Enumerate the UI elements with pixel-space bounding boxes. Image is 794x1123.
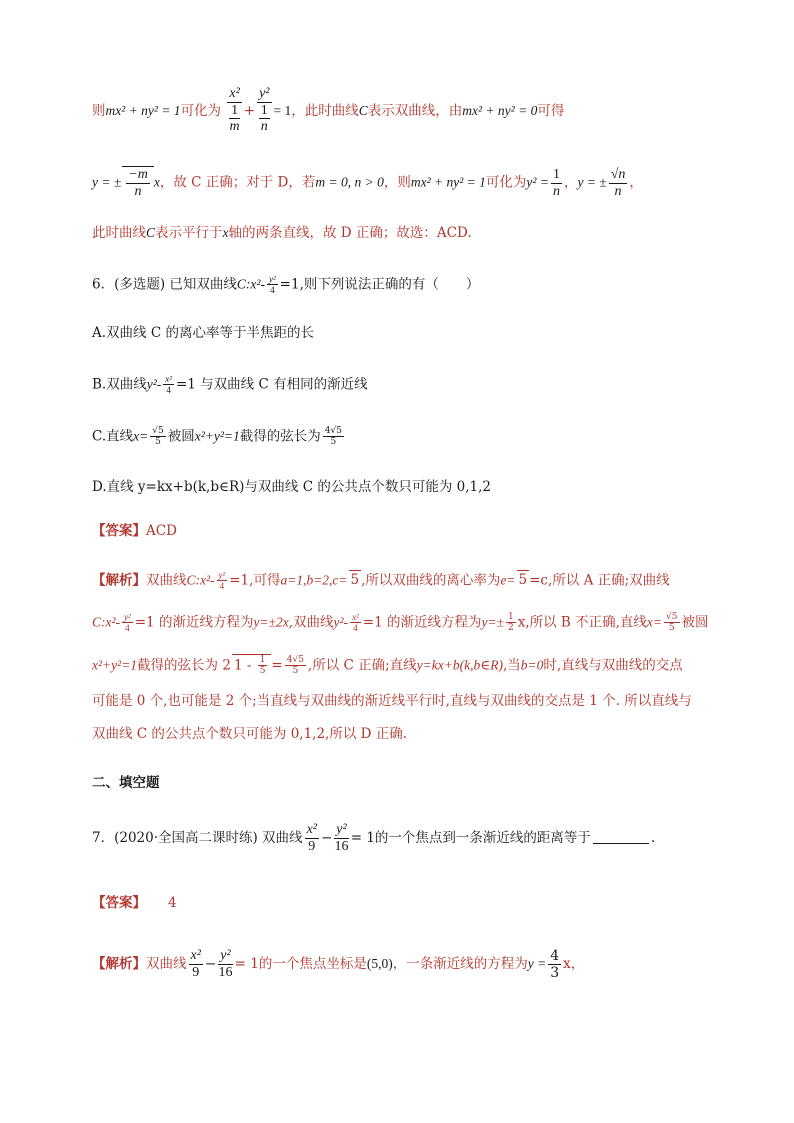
text: ， — [563, 174, 578, 191]
numerator: x² — [227, 86, 241, 103]
numerator: y² — [124, 612, 131, 622]
text: 可得 — [537, 103, 565, 120]
numerator: x² — [165, 374, 172, 384]
fraction-1-over-5 — [258, 655, 268, 677]
numerator: √5 — [666, 612, 678, 622]
sqrt-5: 5 — [518, 572, 528, 589]
text: 双曲线 — [146, 572, 187, 589]
text: 截得的弦长为 — [239, 428, 321, 445]
denominator: 3 — [550, 965, 560, 982]
q6-answer — [92, 522, 714, 541]
numerator: x² — [352, 612, 359, 622]
text: =1,可得 — [229, 572, 281, 589]
denominator: 16 — [334, 839, 349, 855]
numerator: 1 — [507, 612, 514, 622]
numerator: √5 — [152, 426, 164, 436]
fill-blank — [593, 843, 649, 844]
equation: y=± — [481, 614, 504, 630]
fraction-y2-over-4 — [217, 570, 228, 592]
fraction-4sqrt5-over-5 — [285, 655, 306, 677]
equation: m = 0, n > 0 — [315, 174, 384, 190]
text: 双曲线 — [146, 956, 187, 973]
text: ,双曲线 — [288, 614, 334, 631]
denominator: n — [552, 183, 560, 199]
num: 1 — [260, 103, 268, 119]
text: 轴的两条直线，故 D 正确；故选：ACD. — [228, 225, 472, 241]
numerator: 4 — [550, 948, 560, 964]
fraction-y2-over-1n — [257, 86, 271, 137]
text: 表示双曲线，由 — [367, 103, 463, 120]
denominator: 4 — [270, 285, 275, 296]
equation: C:x²- — [92, 614, 121, 630]
denominator: 5 — [259, 666, 266, 677]
fraction-y2-over-16 — [334, 822, 348, 855]
fraction-4-over-3 — [548, 948, 561, 981]
fraction-y2-over-4 — [122, 612, 133, 634]
fraction-x2-over-4 — [350, 612, 361, 634]
fraction-1-over-2 — [506, 612, 516, 634]
q6-analysis-line-4: 可能是 0 个,也可能是 2 个;当直线与双曲线的渐近线平行时,直线与双曲线的交点是 1 个. 所以直线与 — [92, 693, 692, 709]
fraction-1-over-n — [551, 167, 562, 200]
text: 截得的弦长为 2 — [137, 657, 231, 674]
text: x,所以 B 不正确,直线 — [517, 614, 647, 631]
q7-stem: 7．(2020·全国高二课时练) 双曲线 $\frac{\text{x²}}{9}$ − $\frac{\text{y²}}{16}$ = 1的一个焦点到一条渐近线的距离等于 . — [92, 822, 656, 855]
text: 1 - — [233, 657, 256, 674]
text: ,所以 C 正确;直线 — [307, 657, 417, 674]
numerator: x² — [189, 948, 203, 965]
fraction-y2-over-16 — [218, 948, 232, 981]
equation: x²+y²=1 — [194, 428, 240, 444]
q6-option-b — [92, 374, 714, 396]
q6-analysis-line-3 — [92, 654, 714, 677]
denominator — [229, 103, 240, 135]
equation: = 1 — [273, 103, 292, 119]
text: C.直线 — [92, 428, 134, 445]
text: x， — [563, 956, 585, 973]
text: 可化为 — [180, 103, 222, 120]
section-title: 二、填空题 — [92, 775, 160, 791]
sqrt-expression — [232, 654, 271, 677]
fraction-x2-over-9 — [305, 822, 319, 855]
text: ，故 C 正确；对于 D，若 — [159, 174, 316, 191]
equation: mx² + ny² = 1 — [105, 103, 181, 119]
equation: y² = — [526, 174, 549, 190]
numerator: 4√5 — [324, 426, 342, 436]
equation: y = ± — [577, 174, 607, 190]
text: = — [271, 657, 283, 674]
denominator: 16 — [218, 965, 233, 981]
fraction-sqrt5-over-5 — [150, 426, 165, 448]
equation: y²- — [333, 614, 349, 630]
denominator: 4 — [353, 623, 358, 634]
equation: x= — [133, 428, 149, 444]
numerator: y² — [218, 948, 232, 965]
text: 表示平行于 — [155, 225, 223, 241]
equation: y=kx+b(k,b∈R) — [416, 657, 503, 673]
text: ，此时曲线 — [291, 103, 359, 120]
q6-option-d: D.直线 y=kx+b(k,b∈R)与双曲线 C 的公共点个数只可能为 0,1,2 — [92, 479, 491, 495]
var: x — [153, 174, 160, 190]
fraction-y2-over-4 — [267, 274, 278, 296]
text: =c,所以 A 正确;双曲线 — [529, 572, 670, 589]
numerator: y² — [268, 274, 276, 284]
equation: a=1,b=2,c= — [280, 572, 348, 588]
equation: x= — [646, 614, 663, 630]
equation: (5,0) — [366, 956, 393, 972]
q6-stem — [92, 274, 714, 296]
analysis-label: 【解析】 — [92, 572, 146, 589]
answer-value: 4 — [168, 895, 177, 911]
equation: mx² + ny² = 1 — [410, 174, 486, 190]
text: B.双曲线 — [92, 376, 147, 393]
numerator: 4√5 — [286, 655, 304, 665]
fraction-4sqrt5-over-5 — [323, 426, 344, 448]
text: ，一条渐近线的方程为 — [392, 956, 528, 973]
denominator: 4 — [219, 581, 225, 592]
text: = 1的一个焦点坐标是 — [234, 956, 367, 973]
equation: C:x²- — [186, 572, 215, 588]
numerator: y² — [218, 570, 226, 580]
solution-line-2 — [92, 166, 714, 200]
answer-label: 【答案】 — [92, 523, 146, 539]
denominator — [259, 103, 270, 135]
q6-analysis-line-1 — [92, 570, 714, 592]
sqrt-neg-m-over-n — [122, 166, 154, 200]
denominator: 5 — [292, 666, 299, 677]
text: =1,则下列说法正确的有（ ） — [279, 276, 480, 293]
solution-line-1: 则mx² + ny² = 1可化为 $\frac{\text{x²}}{\frac{1}{m}}$ + $\frac{\text{y²}}{\frac{1}{n}}$ = 1，此时曲线C表示双曲线，由mx² + ny² = 0可得 — [92, 86, 714, 137]
denominator: n — [134, 184, 142, 200]
num: 1 — [231, 103, 239, 119]
equation: e= — [500, 572, 516, 588]
q6-analysis-line-5: 双曲线 C 的公共点个数只可能为 0,1,2,所以 D 正确. — [92, 726, 408, 742]
numerator: 1 — [551, 167, 562, 184]
equation: y²- — [146, 376, 162, 392]
denominator: 5 — [155, 437, 161, 448]
solution-line-3 — [92, 224, 714, 243]
fraction-x2-over-9 — [189, 948, 203, 981]
text: =1 的渐近线方程为 — [134, 614, 254, 631]
q7-answer — [92, 894, 714, 913]
denominator: 5 — [330, 437, 337, 448]
den: n — [260, 119, 268, 135]
fraction-x2-over-1m — [227, 86, 241, 137]
text: ,当 — [502, 657, 521, 674]
var: C — [146, 225, 156, 240]
text: . — [650, 830, 656, 847]
text: = 1的一个焦点到一条渐近线的距离等于 — [350, 830, 591, 847]
text: 7．(2020·全国高二课时练) 双曲线 — [92, 830, 303, 847]
denominator: n — [614, 183, 622, 199]
text: =1 的渐近线方程为 — [362, 614, 482, 631]
fraction-x2-over-4 — [163, 374, 174, 396]
text: =1 与双曲线 C 有相同的渐近线 — [175, 376, 368, 393]
text: ，则 — [383, 174, 411, 191]
numerator: −m — [126, 167, 150, 184]
numerator: y² — [334, 822, 348, 839]
denominator: 2 — [507, 623, 514, 634]
text: 则 — [92, 103, 106, 120]
equation: x²+y²=1 — [92, 657, 138, 673]
numerator: y² — [257, 86, 271, 103]
equation: y = ± — [92, 174, 122, 190]
equation: mx² + ny² = 0 — [462, 103, 538, 119]
var: x — [222, 225, 229, 240]
var: C — [358, 103, 368, 119]
text: ,所以双曲线的离心率为 — [361, 572, 501, 589]
text: 可化为 — [485, 174, 527, 191]
text: 被圆 — [167, 428, 195, 445]
equation: C:x²- — [236, 276, 265, 292]
denominator: 4 — [166, 385, 171, 396]
denominator: 5 — [668, 623, 675, 634]
equation: b=0 — [520, 657, 544, 673]
denominator: 4 — [125, 623, 130, 634]
text: 时,直线与双曲线的交点 — [543, 657, 683, 674]
sqrt-5: 5 — [350, 572, 360, 589]
numerator: x² — [305, 822, 319, 839]
q6-option-a: A.双曲线 C 的离心率等于半焦距的长 — [92, 325, 314, 341]
equation: y=±2x — [253, 614, 289, 630]
fraction — [126, 167, 150, 200]
text: ， — [629, 174, 643, 191]
answer-value: ACD — [146, 523, 177, 539]
text: 被圆 — [681, 614, 709, 631]
numerator: 1 — [259, 655, 266, 665]
den: m — [229, 119, 240, 135]
fraction-sqrtn-over-n — [609, 167, 628, 200]
numerator: √n — [609, 167, 628, 184]
answer-label: 【答案】 — [92, 895, 146, 911]
denominator: 9 — [308, 839, 316, 855]
text: 6．(多选题) 已知双曲线 — [92, 276, 237, 293]
analysis-label: 【解析】 — [92, 956, 146, 973]
text: 此时曲线 — [92, 225, 146, 241]
equation: y = — [527, 956, 547, 972]
q7-analysis: 【解析】双曲线 $\frac{\text{x²}}{9}$ − $\frac{\text{y²}}{16}$ = 1的一个焦点坐标是(5,0)，一条渐近线的方程为y = $\frac{4}{3}$ x， — [92, 948, 585, 982]
denominator: 9 — [192, 965, 200, 981]
q6-option-c — [92, 426, 714, 448]
fraction-sqrt5-over-5 — [664, 612, 679, 634]
q6-analysis-line-2 — [92, 612, 714, 634]
